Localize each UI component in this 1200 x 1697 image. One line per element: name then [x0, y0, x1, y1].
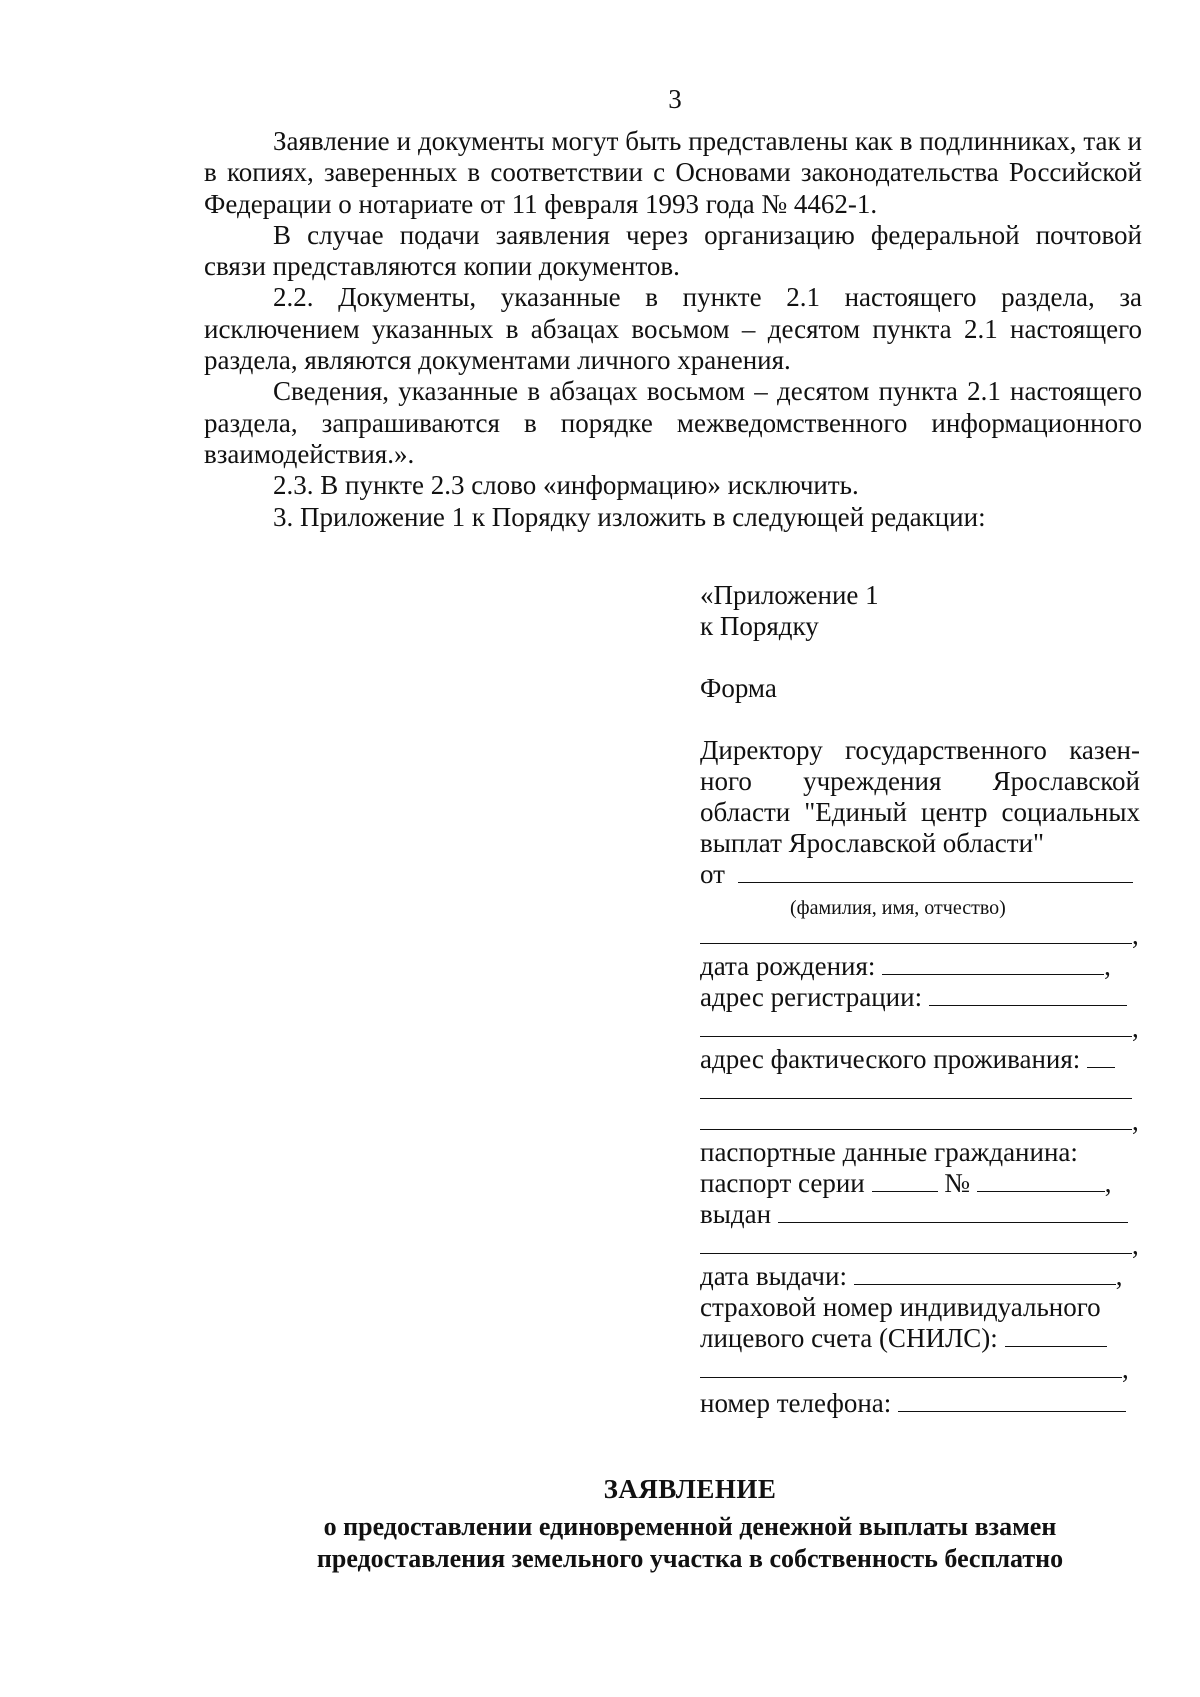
passport-series-blank	[872, 1169, 938, 1192]
document-title: ЗАЯВЛЕНИЕ	[603, 1474, 777, 1504]
issue-date-blank	[854, 1262, 1116, 1285]
fio-blank	[738, 860, 1133, 883]
appendix-line-2: к Порядку	[700, 611, 819, 641]
snils-label-1: страховой номер индивидуального	[700, 1292, 1101, 1322]
reg-address-field	[700, 982, 1127, 1013]
blank-line	[700, 1014, 1132, 1037]
birth-date-blank	[882, 952, 1104, 975]
blank-line	[700, 1107, 1132, 1130]
phone-blank	[898, 1389, 1126, 1412]
birth-date-field: дата рождения: ,	[700, 951, 1111, 981]
blank-line	[700, 1231, 1132, 1254]
issued-by-field	[700, 1199, 1128, 1230]
paragraph: 2.3. В пункте 2.3 слово «информацию» исключить.	[273, 470, 859, 501]
passport-data-label: паспортные данные гражданина:	[700, 1137, 1078, 1167]
reg-address-blank	[929, 983, 1127, 1006]
actual-address-line-2	[700, 1075, 1132, 1106]
reg-address-line-2: ,	[700, 1013, 1139, 1044]
phone-field	[700, 1388, 1126, 1419]
phone-label: номер телефона:	[700, 1388, 892, 1418]
passport-number-blank	[977, 1169, 1105, 1192]
document-subtitle-2: предоставления земельного участка в собственность бесплатно	[316, 1544, 1064, 1573]
issued-by-line-2: ,	[700, 1230, 1139, 1261]
blank-line	[700, 1076, 1132, 1099]
reg-address-label: адрес регистрации:	[700, 982, 923, 1012]
birth-date-label: дата рождения:	[700, 951, 876, 981]
addressee-line-2: ного учреждения Ярославской	[700, 766, 1140, 796]
issue-date-field: дата выдачи: ,	[700, 1261, 1123, 1291]
issued-by-label: выдан	[700, 1199, 772, 1229]
paragraph: В случае подачи заявления через организацию федеральной почтовой связи представляются копии документов.	[204, 219, 1142, 282]
passport-series-field: паспорт серии № ,	[700, 1168, 1112, 1198]
issued-by-blank	[778, 1200, 1128, 1223]
snils-blank	[1005, 1324, 1107, 1347]
snils-line-2: ,	[700, 1354, 1129, 1385]
snils-field	[700, 1323, 1107, 1354]
actual-address-label: адрес фактического проживания:	[700, 1044, 1081, 1074]
actual-address-line-3: ,	[700, 1106, 1139, 1137]
addressee-line-3: области "Единый центр социальных	[700, 797, 1140, 827]
from-label: от	[700, 859, 725, 889]
issue-date-label: дата выдачи:	[700, 1261, 847, 1291]
page-number: 3	[668, 84, 682, 114]
blank-line	[700, 1355, 1122, 1378]
paragraph: 3. Приложение 1 к Порядку изложить в следующей редакции:	[273, 501, 986, 532]
fio-line-2: ,	[700, 920, 1139, 951]
document-subtitle-1: о предоставлении единовременной денежной выплаты взамен	[323, 1512, 1057, 1541]
paragraph: Сведения, указанные в абзацах восьмом – десятом пункта 2.1 настоящего раздела, запрашиваются в порядке межведомственного информационного взаимодействия.».	[204, 376, 1142, 469]
addressee-line-4: выплат Ярославской области"	[700, 828, 1045, 858]
passport-series-label: паспорт серии	[700, 1168, 865, 1198]
body-text	[204, 126, 1142, 533]
actual-address-blank	[1087, 1045, 1115, 1068]
paragraph: 2.2. Документы, указанные в пункте 2.1 настоящего раздела, за исключением указанных в абзацах восьмом – десятом пункта 2.1 настоящего раздела, являются документами личного хранения.	[204, 282, 1142, 376]
blank-line	[700, 921, 1132, 944]
appendix-line-1: «Приложение 1	[700, 580, 879, 610]
actual-address-field	[700, 1044, 1115, 1075]
number-sign: №	[944, 1168, 971, 1198]
from-field	[700, 859, 1133, 890]
form-label: Форма	[700, 673, 777, 703]
snils-label-2: лицевого счета (СНИЛС):	[700, 1323, 998, 1353]
paragraph: Заявление и документы могут быть представлены как в подлинниках, так и в копиях, заверенных в соответствии с Основами законодательства Российской Федерации о нотариате от 11 февраля 1993 года № 4462-1.	[204, 126, 1142, 219]
addressee-line-1: Директору государственного казен-	[700, 735, 1140, 765]
fio-caption: (фамилия, имя, отчество)	[790, 897, 1006, 919]
